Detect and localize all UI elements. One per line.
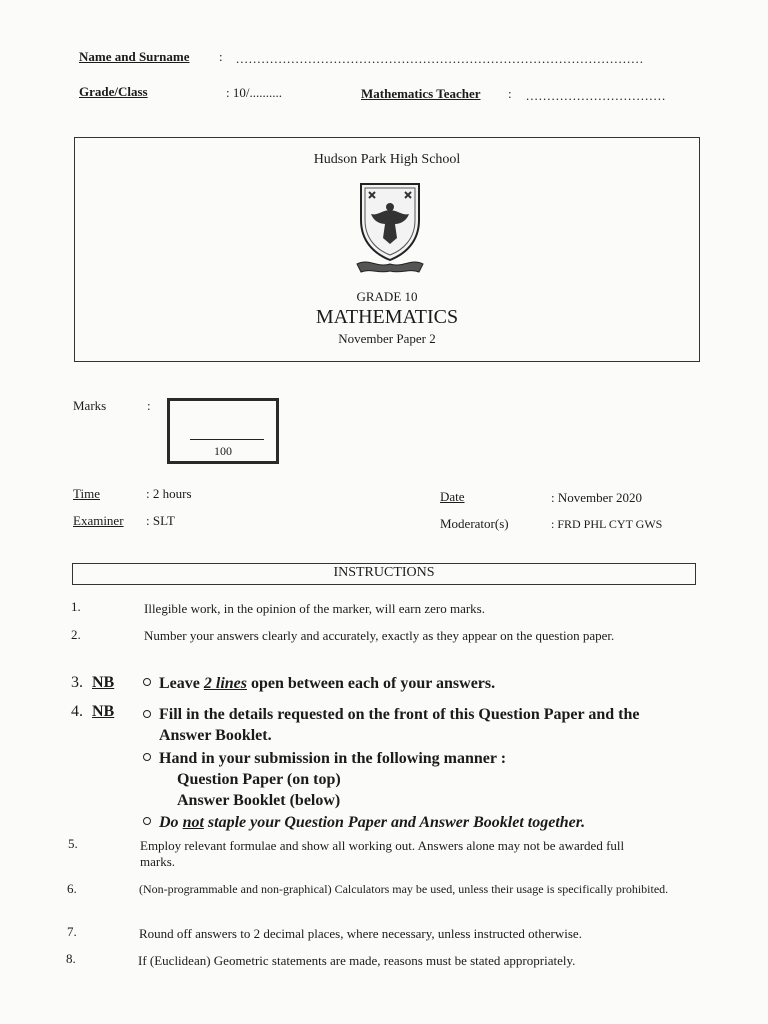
marks-fraction-line: [190, 439, 264, 440]
grade-class-label: Grade/Class: [79, 84, 148, 99]
name-field[interactable]: ................................................................................................: [236, 51, 644, 66]
instruction-2-number: 2.: [71, 627, 81, 642]
marks-colon: :: [147, 398, 151, 413]
instruction-6-number: 6.: [67, 881, 77, 896]
instruction-4-bullet-2: Hand in your submission in the following manner :: [143, 748, 673, 769]
instruction-5-text: Employ relevant formulae and show all working out. Answers alone may not be awarded full marks.: [140, 838, 625, 869]
marks-total: 100: [214, 444, 232, 458]
teacher-field[interactable]: .................................: [526, 88, 667, 103]
instruction-2-text: Number your answers clearly and accurately, exactly as they appear on the question paper.: [144, 628, 615, 643]
instruction-3-number: 3.: [71, 674, 83, 691]
instructions-heading: INSTRUCTIONS: [333, 565, 435, 580]
moderator-label: Moderator(s): [440, 516, 509, 531]
instruction-4-bullet-3: Do not staple your Question Paper and Answer Booklet together.: [143, 812, 673, 833]
instruction-7-number: 7.: [67, 924, 77, 939]
instruction-4-number: 4.: [71, 703, 83, 720]
examiner-value: : SLT: [146, 513, 175, 528]
examiner-label: Examiner: [73, 513, 124, 528]
marks-box[interactable]: [167, 398, 279, 464]
date-label: Date: [440, 489, 465, 504]
name-surname-label: Name and Surname: [79, 49, 190, 64]
name-colon: :: [219, 49, 223, 64]
instruction-7-text: Round off answers to 2 decimal places, where necessary, unless instructed otherwise.: [139, 926, 582, 941]
instruction-3-text: Leave 2 lines open between each of your answers.: [143, 673, 495, 694]
bullet-icon: [143, 817, 151, 825]
time-value: : 2 hours: [146, 486, 192, 501]
instruction-3-nb: NB: [92, 674, 115, 691]
time-label: Time: [73, 486, 100, 501]
instruction-1-number: 1.: [71, 599, 81, 614]
instruction-8-text: If (Euclidean) Geometric statements are made, reasons must be stated appropriately.: [138, 953, 576, 968]
instruction-4-bullet-1: Fill in the details requested on the front of this Question Paper and the Answer Booklet.: [143, 704, 673, 746]
school-name: Hudson Park High School: [313, 152, 461, 167]
marks-label: Marks: [73, 398, 107, 413]
instruction-4-line-answer-booklet: Answer Booklet (below): [177, 792, 341, 809]
grade-heading: GRADE 10: [356, 289, 418, 304]
bullet-icon: [143, 710, 151, 718]
instruction-4-block: [143, 704, 673, 833]
subject-heading: MATHEMATICS: [315, 306, 459, 328]
teacher-colon: :: [508, 86, 512, 101]
instruction-4-nb: NB: [92, 703, 115, 720]
date-value: : November 2020: [551, 490, 642, 505]
teacher-label: Mathematics Teacher: [361, 86, 481, 101]
moderator-value: : FRD PHL CYT GWS: [551, 517, 663, 531]
instructions-bar: [72, 563, 696, 585]
instruction-1-text: Illegible work, in the opinion of the marker, will earn zero marks.: [144, 601, 485, 616]
instruction-6-text: (Non-programmable and non-graphical) Calculators may be used, unless their usage is specifically prohibited.: [139, 882, 669, 896]
instruction-8-number: 8.: [66, 951, 76, 966]
paper-heading: November Paper 2: [338, 331, 436, 346]
instruction-5-number: 5.: [68, 836, 78, 851]
school-crest-icon: [355, 180, 425, 276]
title-box: [74, 137, 700, 362]
instruction-4-line-question-paper: Question Paper (on top): [177, 771, 341, 788]
grade-class-field[interactable]: : 10/..........: [226, 85, 282, 100]
bullet-icon: [143, 753, 151, 761]
bullet-icon: [143, 678, 151, 686]
